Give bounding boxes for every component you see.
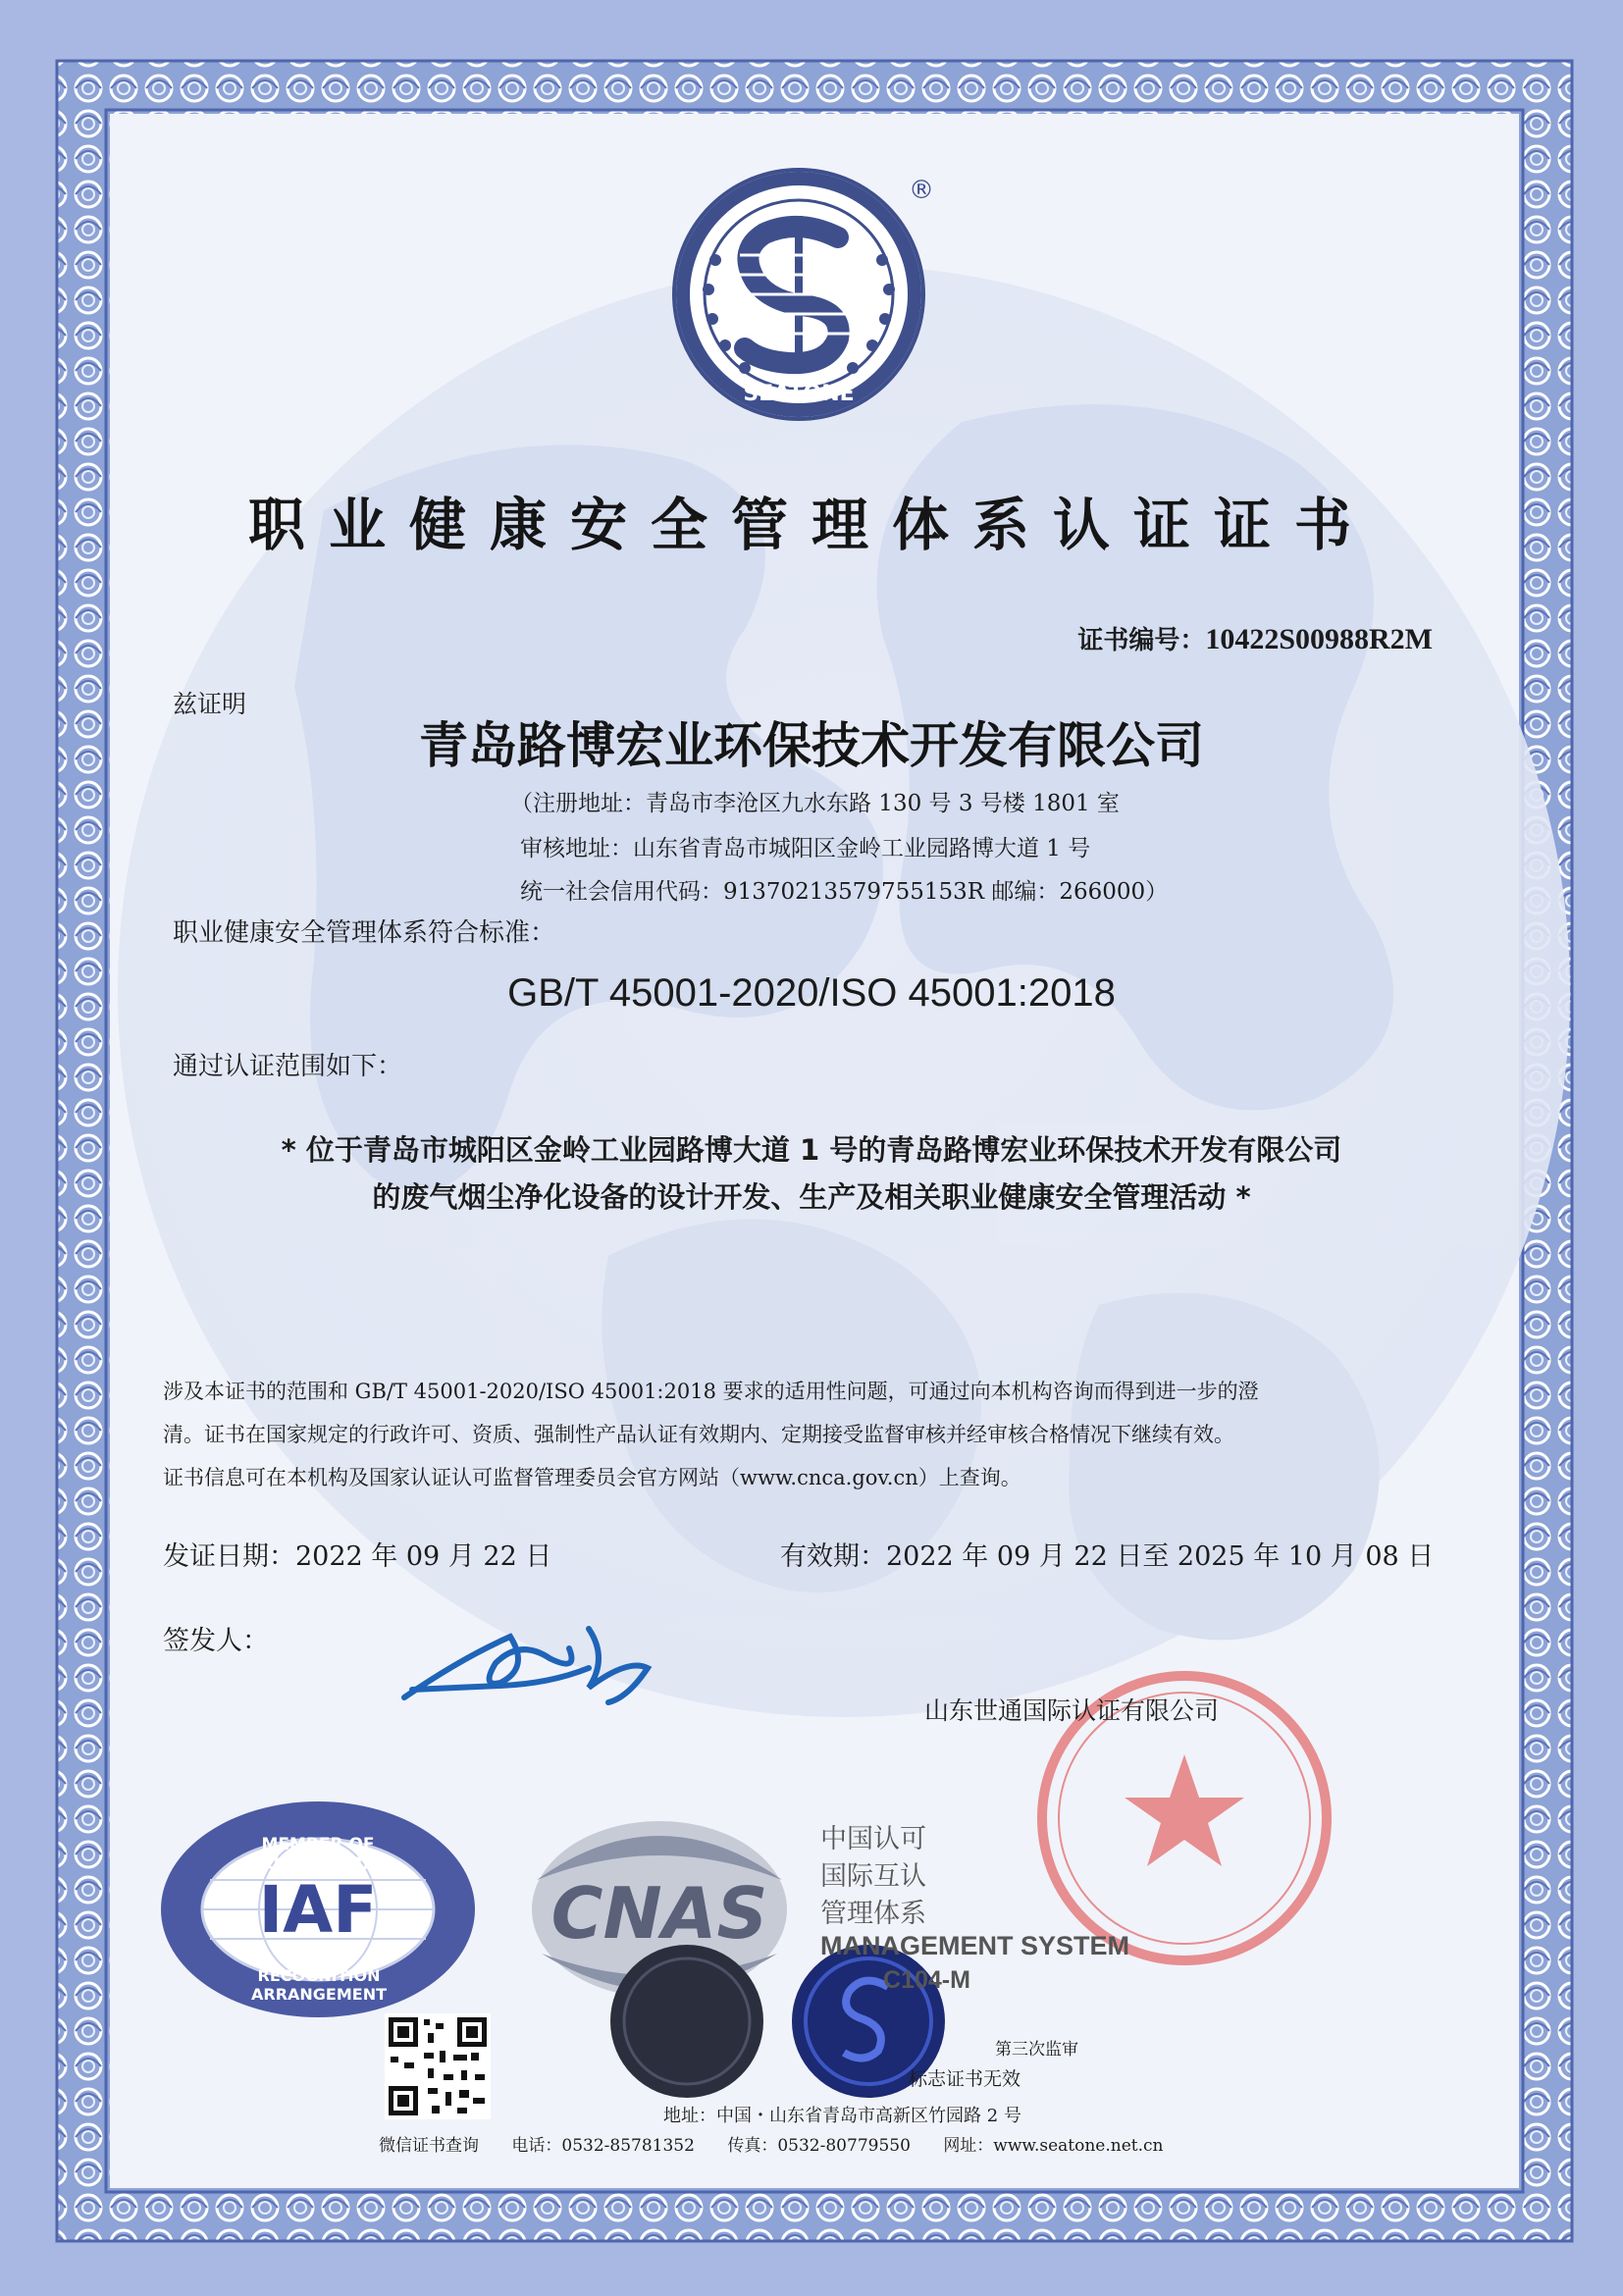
scope-label: 通过认证范围如下： [173, 1052, 403, 1081]
iaf-bottom-text: RECOGNITION ARRANGEMENT [250, 1966, 387, 2004]
cnas-line-4: MANAGEMENT SYSTEM [820, 1931, 1130, 1960]
issuing-body: 山东世通国际认证有限公司 [924, 1696, 1220, 1725]
iaf-top-text: MEMBER OF MULTILATERAL [249, 1835, 387, 1874]
scope-line-1: * 位于青岛市城阳区金岭工业园路博大道 1 号的青岛路博宏业环保技术开发有限公司 [281, 1133, 1342, 1167]
iaf-mark: IAF [258, 1872, 378, 1948]
signer-label: 签发人： [163, 1626, 269, 1656]
registered-mark: ® [909, 176, 934, 205]
audit-address: 审核地址：山东省青岛市城阳区金岭工业园路博大道 1 号 [520, 836, 1091, 861]
certificate-title: 职业健康安全管理体系认证证书 [247, 492, 1375, 558]
qr-code [385, 2013, 491, 2119]
registered-address: （注册地址：青岛市李沧区九水东路 130 号 3 号楼 1801 室 [510, 791, 1120, 816]
cnas-line-2: 国际互认 [820, 1861, 926, 1892]
notes-line-1: 涉及本证书的范围和 GB/T 45001-2020/ISO 45001:2018 要求的适用性问题，可通过向本机构咨询而得到进一步的澄 [163, 1380, 1259, 1403]
hologram-dark [610, 1945, 763, 2098]
surveillance-note: 第三次监审 [995, 2040, 1078, 2060]
notes-line-3: 证书信息可在本机构及国家认证认可监督管理委员会官方网站（www.cnca.gov.cn）上查询。 [163, 1466, 1021, 1489]
standard-label: 职业健康安全管理体系符合标准： [173, 918, 556, 948]
footer-wechat: 微信证书查询 [379, 2136, 479, 2156]
footer-website[interactable]: 网址：www.seatone.net.cn [943, 2136, 1164, 2156]
seatone-brand-text: SEATONE [743, 382, 855, 406]
hereby-certify: 兹证明 [173, 690, 247, 718]
issue-date: 发证日期：2022 年 09 月 22 日 [163, 1541, 552, 1572]
certificate-number-label: 证书编号： [1077, 626, 1206, 655]
credit-code: 统一社会信用代码：91370213579755153R 邮编：266000） [520, 879, 1169, 905]
mark-invalid-note: 标志证书无效 [909, 2068, 1021, 2090]
cnas-line-1: 中国认可 [820, 1824, 926, 1854]
footer-contacts [379, 2131, 1190, 2156]
validity-period: 有效期：2022 年 09 月 22 日至 2025 年 10 月 08 日 [780, 1541, 1435, 1572]
notes-line-2: 清。证书在国家规定的行政许可、资质、强制性产品认证有效期内、定期接受监督审核并经审核合格情况下继续有效。 [163, 1423, 1234, 1446]
footer-fax: 传真：0532-80779550 [727, 2136, 911, 2156]
certificate-number-value: 10422S00988R2M [1205, 623, 1433, 655]
footer-phone: 电话：0532-85781352 [511, 2136, 695, 2156]
cnas-line-3: 管理体系 [820, 1899, 926, 1929]
scope-line-2: 的废气烟尘净化设备的设计开发、生产及相关职业健康安全管理活动 * [372, 1180, 1251, 1214]
cnas-code: C104-M [883, 1966, 970, 1994]
standard-value: GB/T 45001-2020/ISO 45001:2018 [507, 971, 1116, 1015]
company-name: 青岛路博宏业环保技术开发有限公司 [419, 717, 1204, 774]
certificate-number [1077, 620, 1433, 656]
footer-address: 地址：中国・山东省青岛市高新区竹园路 2 号 [663, 2106, 1021, 2126]
cnas-mark: CNAS [550, 1872, 768, 1955]
